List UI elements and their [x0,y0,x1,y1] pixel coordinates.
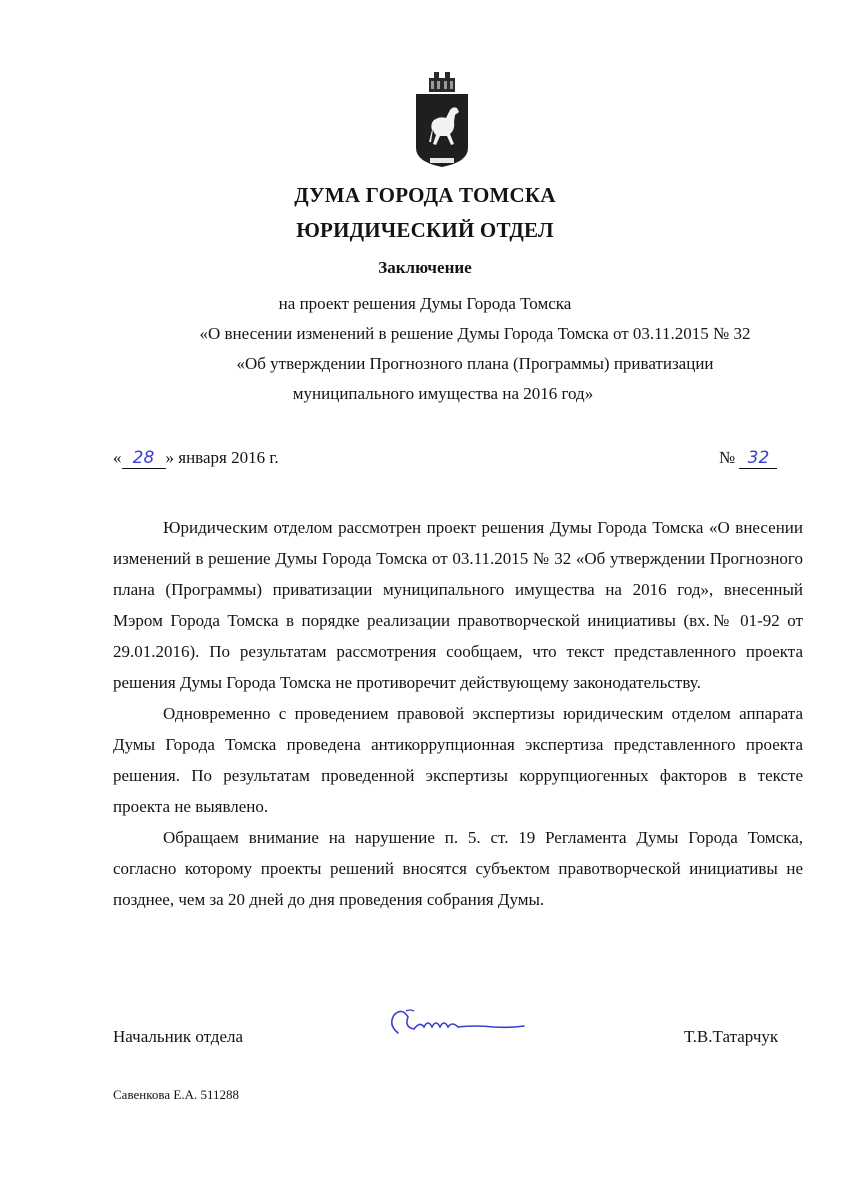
paragraph: Обращаем внимание на нарушение п. 5. ст. 19 Регламента Думы Города Томска, согласно которому проекты решений вносятся субъектом правотворческой инициативы не позднее, чем за 20 дней до дня проведения собрания Думы. [113,828,803,909]
document-number [719,448,777,469]
date-day-field [122,448,166,469]
paragraph: Одновременно с проведением правовой экспертизы юридическим отделом аппарата Думы Города Томска проведена антикоррупционная экспертиза представленного проекта решения. По результатам проведенной экспертизы коррупциогенных факторов в тексте проекта не выявлено. [113,704,803,816]
close-quote: » [165,448,174,467]
open-quote: « [113,448,122,467]
subject-line: «О внесении изменений в решение Думы Города Томска от 03.11.2015 № 32 [199,324,751,343]
document-title: Заключение [378,258,472,277]
subject-line: муниципального имущества на 2016 год» [292,384,594,403]
signatory-name: Т.В.Татарчук [684,1027,779,1046]
body-text [113,512,803,915]
department-name: ЮРИДИЧЕСКИЙ ОТДЕЛ [296,218,554,242]
date-month-year: января 2016 г. [178,448,279,467]
organization-name: ДУМА ГОРОДА ТОМСКА [294,183,556,207]
date-line [113,448,279,469]
coat-of-arms-emblem [412,70,472,170]
executor-contact: Савенкова Е.А. 511288 [113,1087,239,1102]
number-label: № [719,448,736,467]
signatory-position: Начальник отдела [113,1027,244,1046]
number-handwritten: 32 [747,448,770,468]
paragraph: Юридическим отделом рассмотрен проект решения Думы Города Томска «О внесении изменений в решение Думы Города Томска от 03.11.2015 № 32 «Об утверждении Прогнозного плана (Программы) приватизации муниципального имущества на 2016 год», внесенный Мэром Города Томска в порядке реализации правотворческой инициативы (вх.№ 01-92 от 29.01.2016). По результатам рассмотрения сообщаем, что текст представленного проекта решения Думы Города Томска не противоречит действующему законодательству. [113,518,803,692]
date-day-handwritten: 28 [132,448,155,468]
subject-line: «Об утверждении Прогнозного плана (Программы) приватизации [236,354,714,373]
number-field [739,448,777,469]
subject-line: на проект решения Думы Города Томска [278,294,572,313]
handwritten-signature [384,1003,534,1043]
